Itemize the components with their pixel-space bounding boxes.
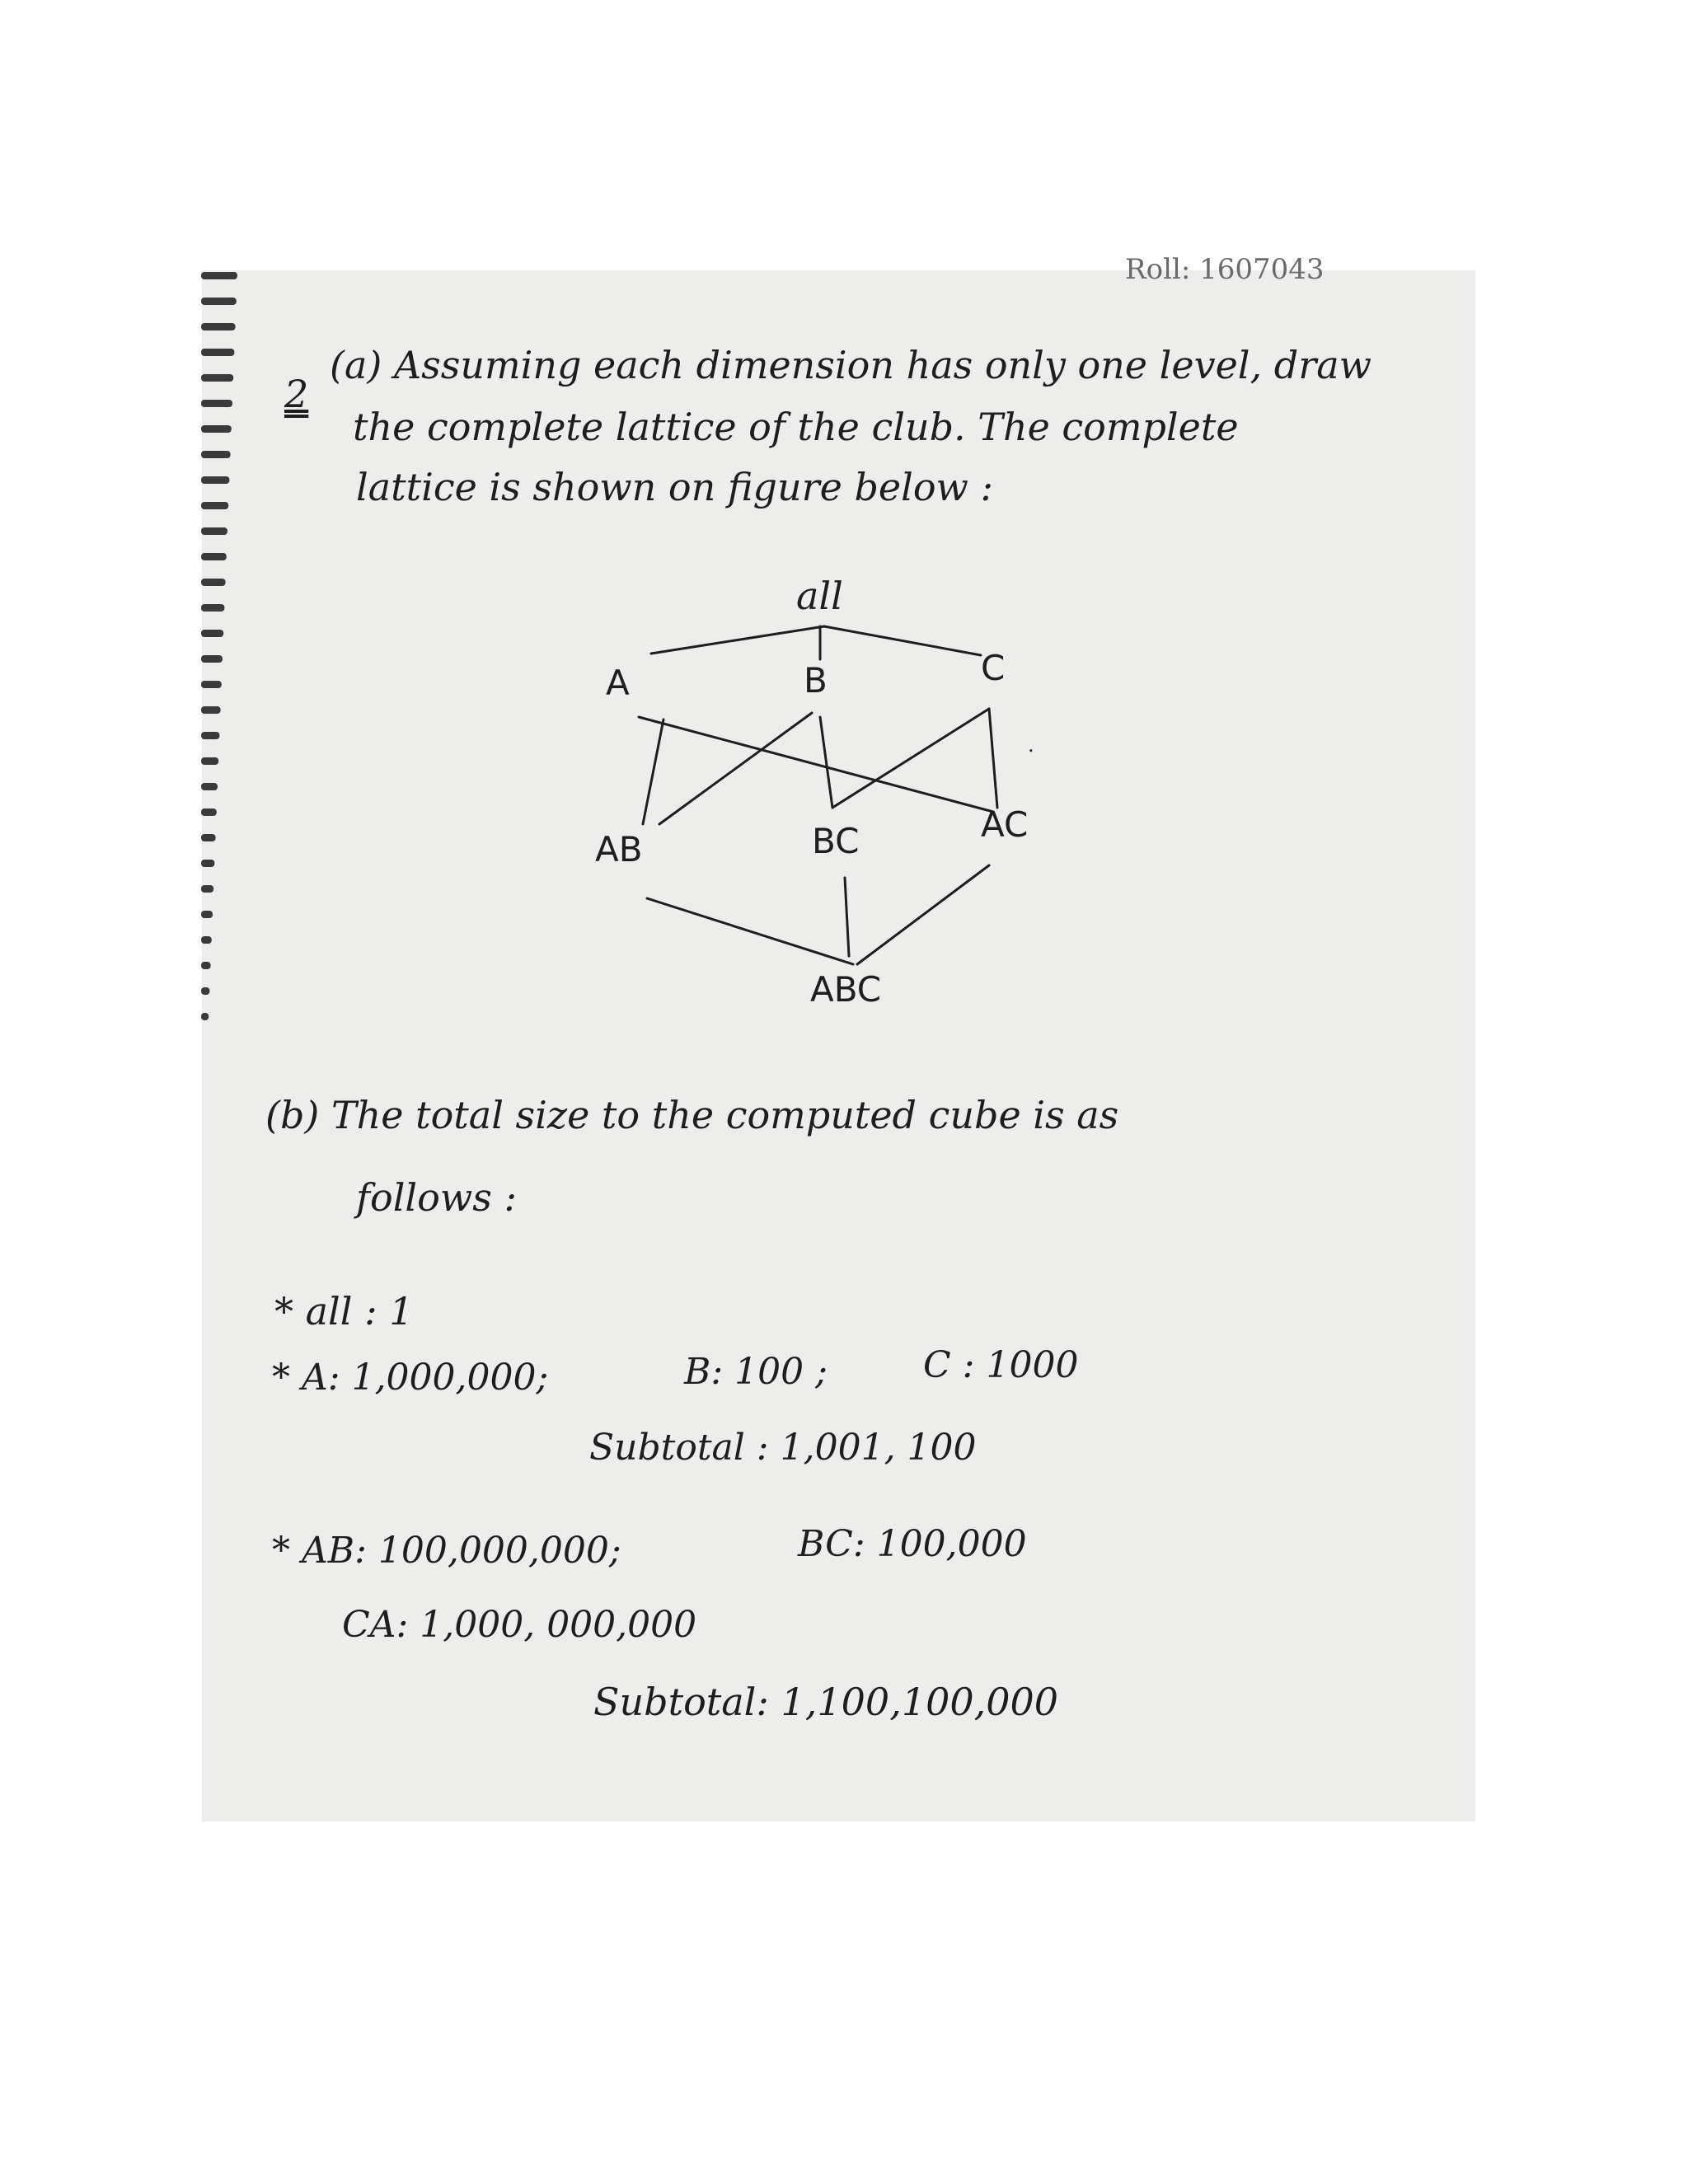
spiral-ring: [201, 1013, 209, 1020]
spiral-ring: [201, 476, 229, 484]
spiral-ring: [201, 323, 236, 330]
question-a-line2: the complete lattice of the club. The complete: [353, 405, 1239, 449]
spiral-ring: [201, 783, 218, 790]
spiral-ring: [201, 681, 222, 688]
spiral-ring: [201, 757, 218, 765]
size-bc: BC: 100,000: [798, 1523, 1027, 1565]
spiral-ring: [201, 834, 216, 841]
lattice-node-ac: AC: [981, 804, 1029, 845]
size-b: B: 100 ;: [684, 1351, 828, 1393]
spiral-ring: [201, 911, 213, 918]
lattice-node-ab: AB: [595, 829, 643, 869]
lattice-node-bc: BC: [812, 821, 860, 861]
question-number: 2: [284, 372, 309, 416]
subtotal-2: Subtotal: 1,100,100,000: [593, 1680, 1059, 1724]
spiral-ring: [201, 298, 237, 305]
spiral-ring: [201, 502, 228, 509]
spiral-ring: [201, 630, 223, 637]
size-ab: * AB: 100,000,000;: [272, 1530, 621, 1572]
spiral-ring: [201, 451, 231, 458]
lattice-dot: .: [1028, 733, 1034, 757]
question-b-line1: (b) The total size to the computed cube is as: [265, 1093, 1119, 1137]
header-fragment: Roll: 1607043: [1125, 253, 1325, 286]
lattice-node-all: all: [796, 574, 843, 618]
size-ca: CA: 1,000, 000,000: [342, 1604, 697, 1646]
size-c: C : 1000: [923, 1344, 1079, 1386]
size-a: * A: 1,000,000;: [272, 1357, 549, 1399]
spiral-ring: [201, 349, 234, 356]
spiral-ring: [201, 579, 226, 586]
spiral-ring: [201, 885, 213, 893]
question-b-line2: follows :: [356, 1175, 517, 1220]
question-a-line3: lattice is shown on figure below :: [356, 465, 994, 509]
lattice-node-a: A: [606, 663, 630, 703]
spiral-ring: [201, 987, 209, 995]
spiral-ring: [201, 732, 219, 739]
spiral-ring: [201, 374, 233, 382]
spiral-ring: [201, 425, 232, 433]
spiral-ring: [201, 553, 227, 560]
spiral-ring: [201, 962, 211, 969]
spiral-ring: [201, 808, 217, 816]
spiral-ring: [201, 936, 212, 944]
spiral-ring: [201, 604, 224, 612]
lattice-node-b: B: [804, 660, 828, 701]
lattice-node-c: C: [981, 648, 1006, 688]
spiral-ring: [201, 527, 227, 535]
spiral-ring: [201, 860, 214, 867]
spiral-ring: [201, 655, 223, 663]
spiral-ring: [201, 400, 232, 407]
subtotal-1: Subtotal : 1,001, 100: [589, 1427, 977, 1469]
question-a-line1: (a) Assuming each dimension has only one level, draw: [330, 343, 1372, 387]
spiral-ring: [201, 706, 221, 714]
lattice-node-abc: ABC: [810, 969, 882, 1010]
size-all: * all : 1: [274, 1289, 414, 1333]
spiral-ring: [201, 272, 237, 279]
spiral-binding: [196, 264, 242, 1055]
